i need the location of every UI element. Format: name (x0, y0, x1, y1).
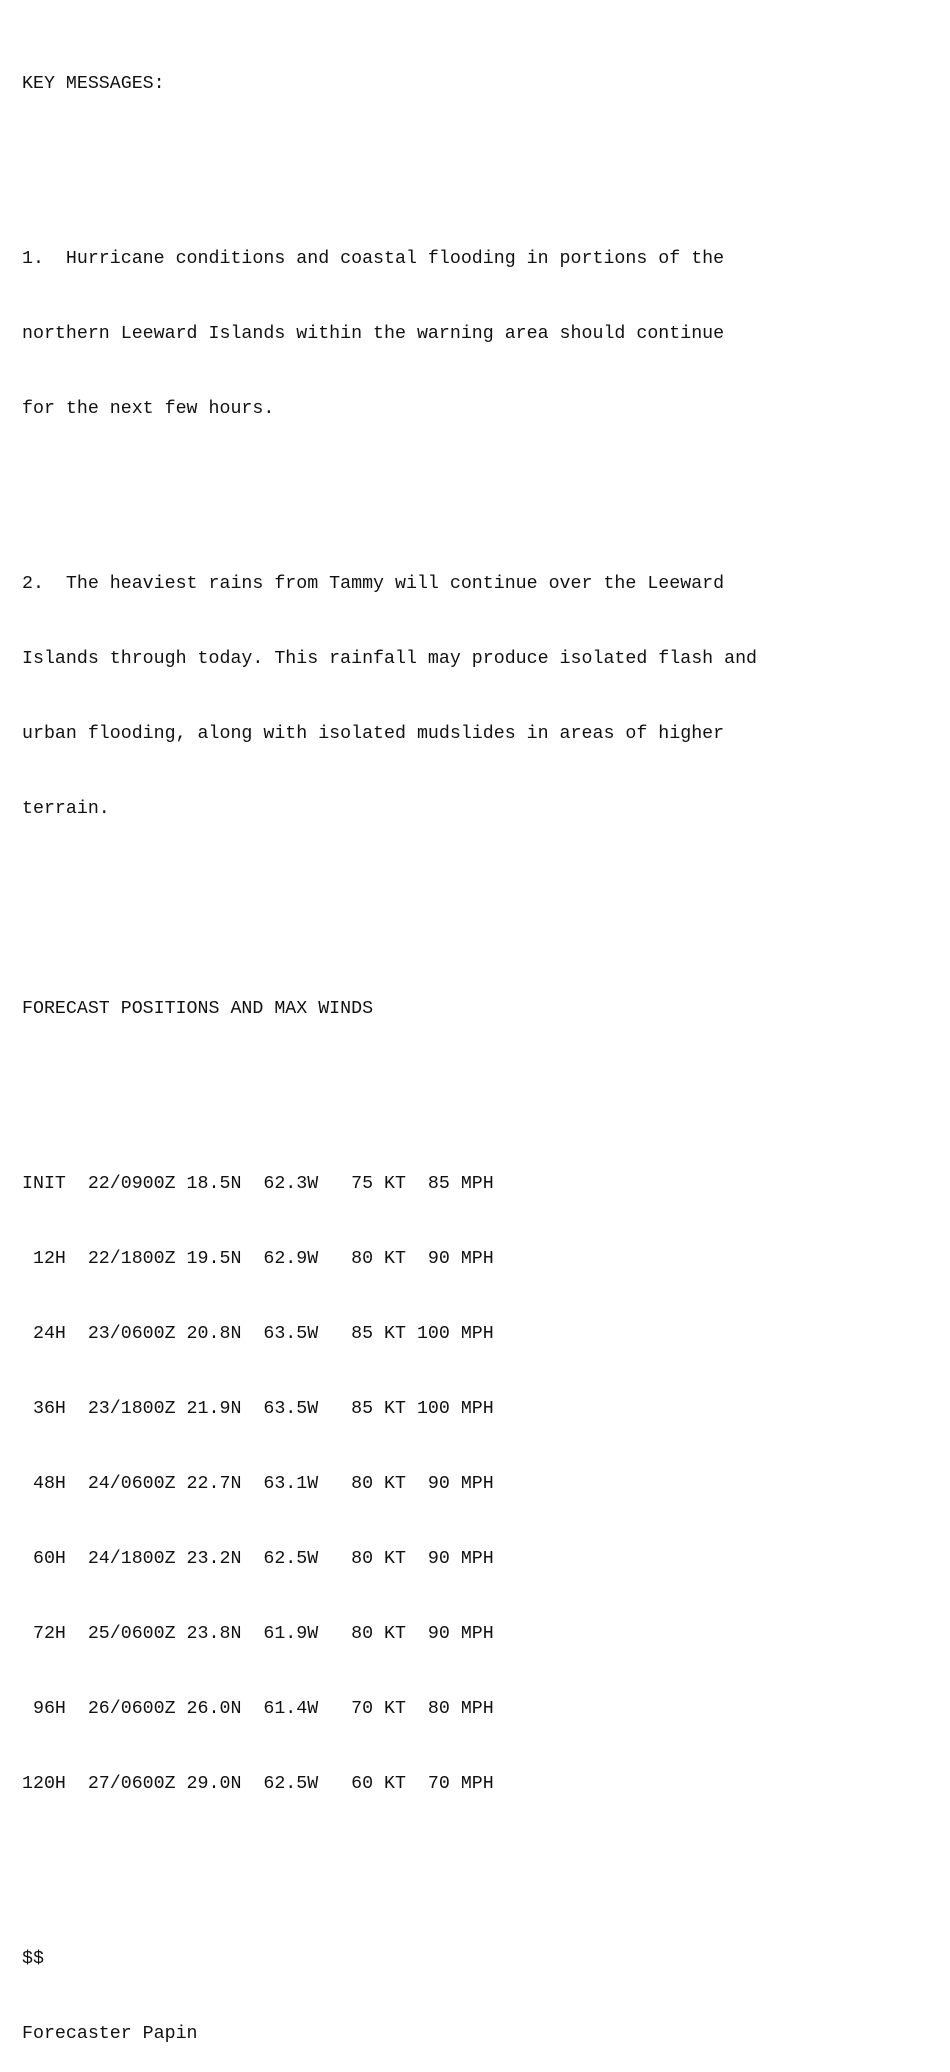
blank-line (22, 1847, 757, 1872)
forecast-heading: FORECAST POSITIONS AND MAX WINDS (22, 999, 374, 1019)
forecast-row-36h: 36H 23/1800Z 21.9N 63.5W 85 KT 100 MPH (22, 1399, 494, 1419)
forecast-row-init: INIT 22/0900Z 18.5N 62.3W 75 KT 85 MPH (22, 1174, 494, 1194)
forecast-row-12h: 12H 22/1800Z 19.5N 62.9W 80 KT 90 MPH (22, 1249, 494, 1269)
key-message-2-line: Islands through today. This rainfall may produce isolated flash and (22, 649, 758, 669)
blank-line (22, 1072, 757, 1097)
key-message-2-line: terrain. (22, 799, 110, 819)
forecast-row-24h: 24H 23/0600Z 20.8N 63.5W 85 KT 100 MPH (22, 1324, 494, 1344)
blank-line (22, 472, 757, 497)
key-message-2-line: 2. The heaviest rains from Tammy will continue over the Leeward (22, 574, 725, 594)
key-message-1-line: northern Leeward Islands within the warning area should continue (22, 324, 725, 344)
advisory-text (22, 22, 757, 2072)
key-message-2-line: urban flooding, along with isolated mudslides in areas of higher (22, 724, 725, 744)
key-messages-heading: KEY MESSAGES: (22, 74, 165, 94)
key-message-1-line: 1. Hurricane conditions and coastal flooding in portions of the (22, 249, 725, 269)
forecast-row-120h: 120H 27/0600Z 29.0N 62.5W 60 KT 70 MPH (22, 1774, 494, 1794)
blank-line (22, 147, 757, 172)
forecast-row-96h: 96H 26/0600Z 26.0N 61.4W 70 KT 80 MPH (22, 1699, 494, 1719)
key-message-1-line: for the next few hours. (22, 399, 275, 419)
blank-lines (22, 872, 757, 922)
forecaster-signature: Forecaster Papin (22, 2024, 198, 2044)
end-separator: $$ (22, 1949, 44, 1969)
forecast-row-60h: 60H 24/1800Z 23.2N 62.5W 80 KT 90 MPH (22, 1549, 494, 1569)
forecast-row-48h: 48H 24/0600Z 22.7N 63.1W 80 KT 90 MPH (22, 1474, 494, 1494)
forecast-row-72h: 72H 25/0600Z 23.8N 61.9W 80 KT 90 MPH (22, 1624, 494, 1644)
